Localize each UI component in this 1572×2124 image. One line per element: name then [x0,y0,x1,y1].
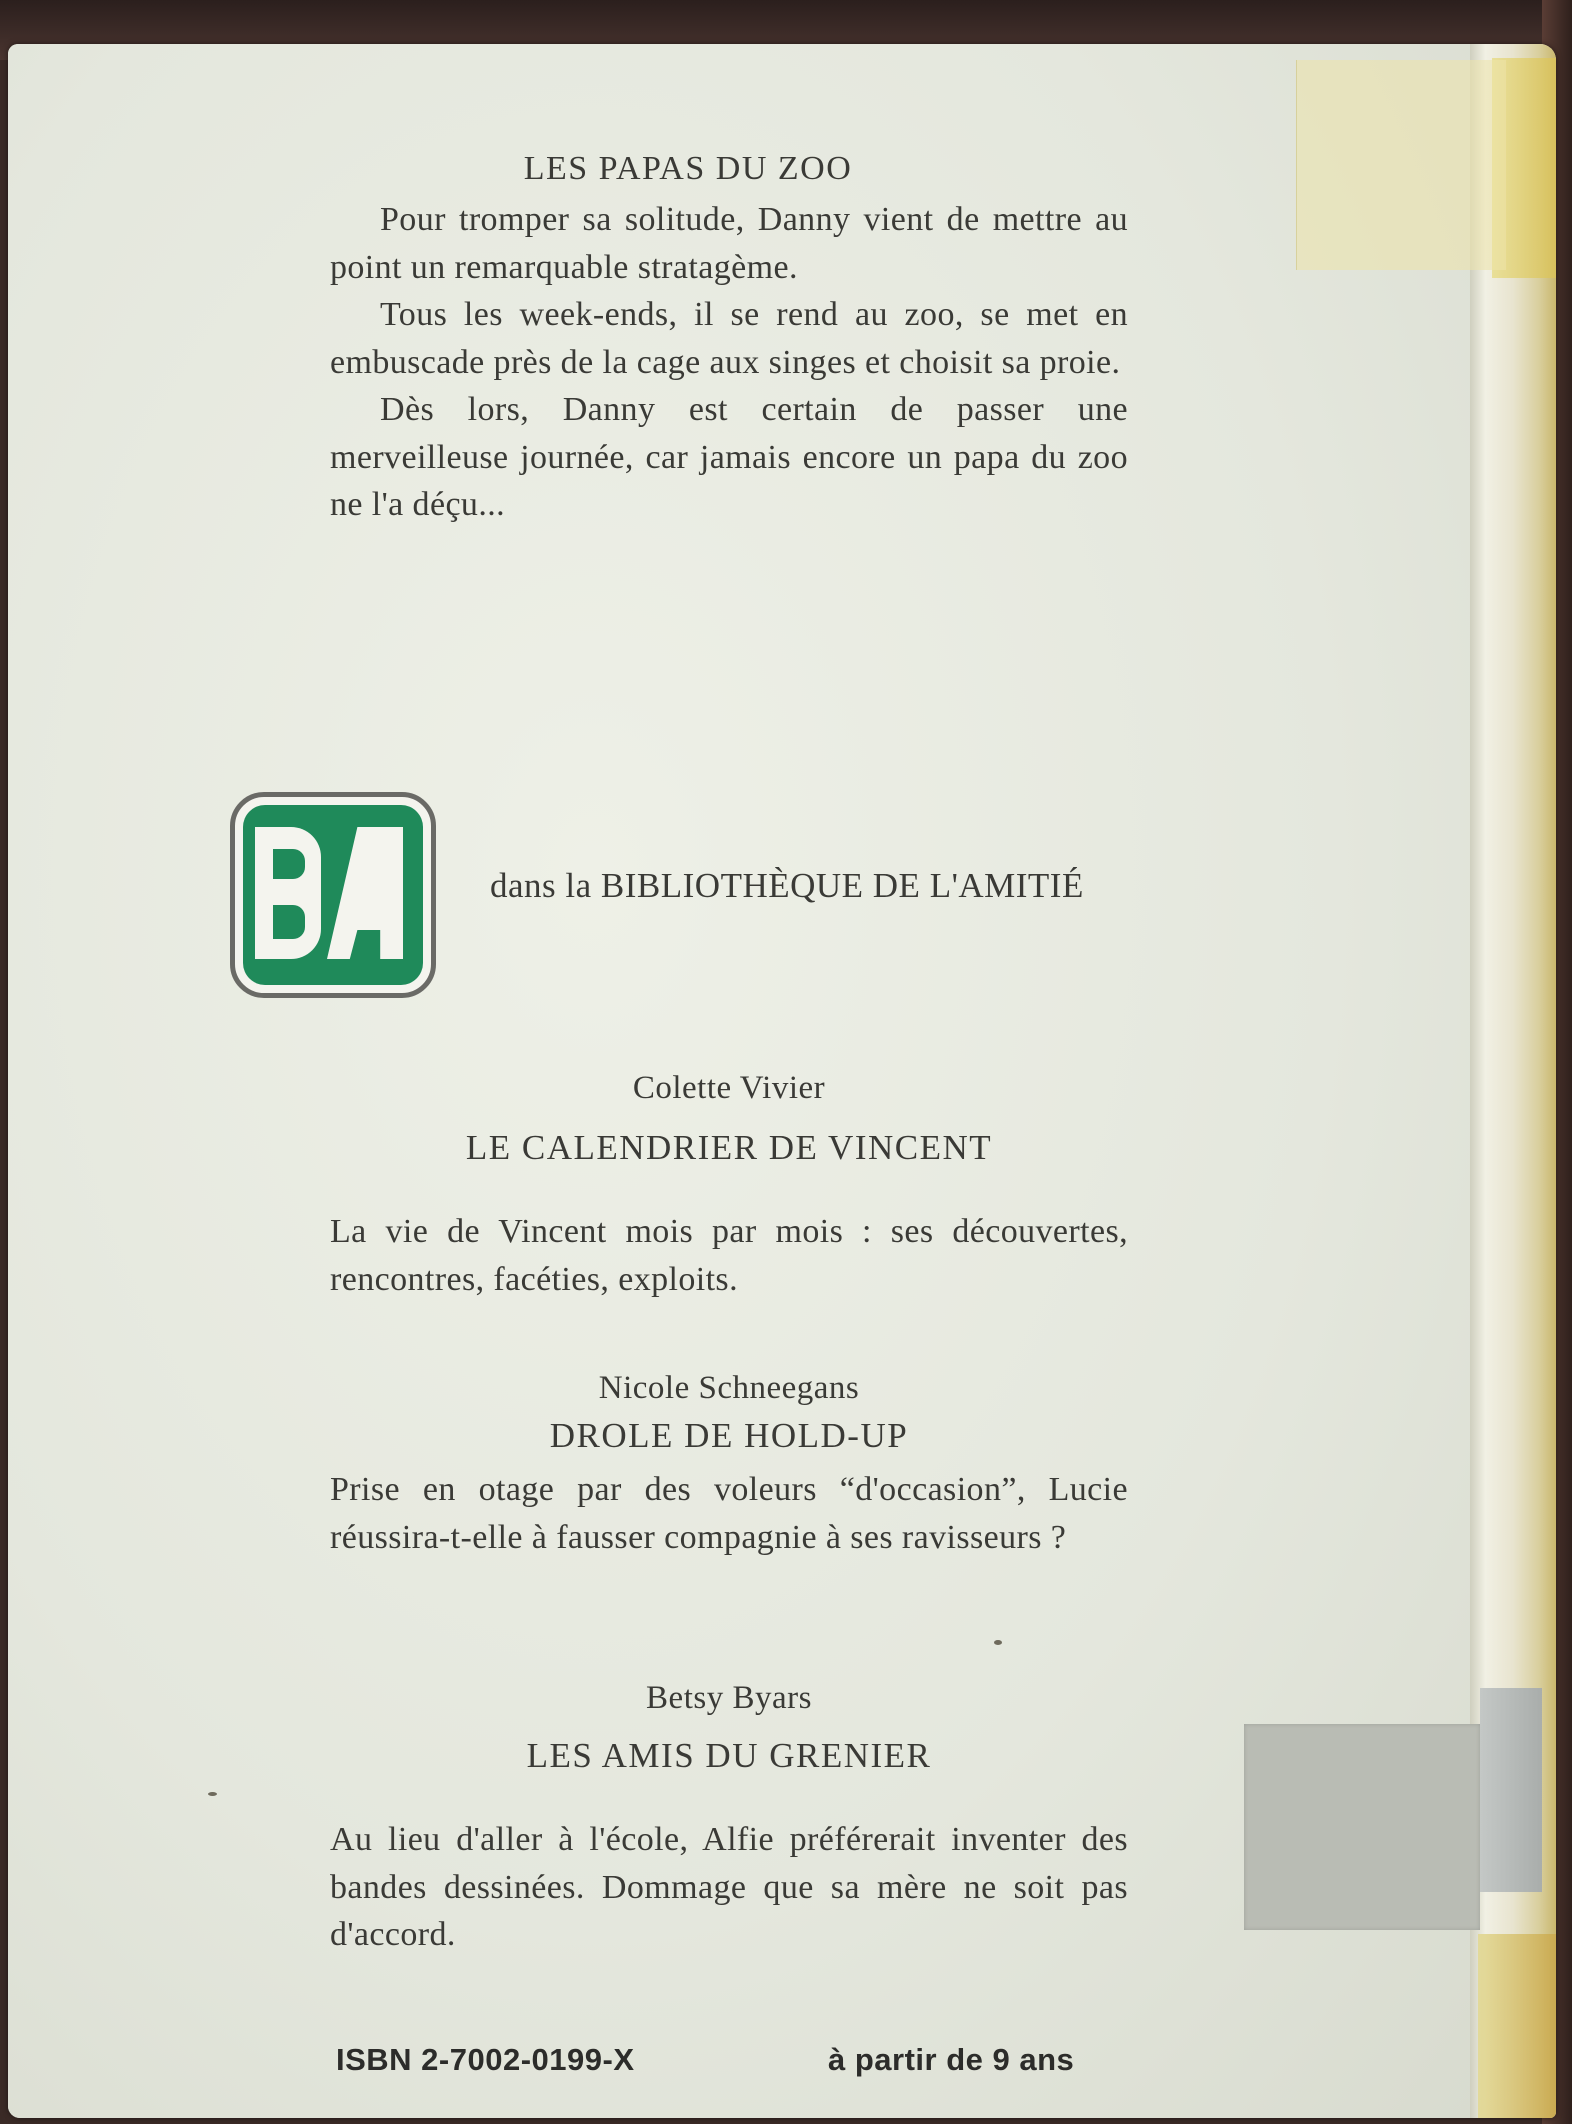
book-summary [330,196,1128,529]
related-book-title: DROLE DE HOLD-UP [549,1416,909,1455]
related-book-author: Colette Vivier [632,1070,826,1106]
isbn-number: ISBN 2-7002-0199-X [336,2042,635,2077]
logo-letter-a [327,827,403,959]
library-sticker [1244,1724,1480,1930]
related-book-description: La vie de Vincent mois par mois : ses découvertes, rencontres, facéties, exploits. [330,1213,1128,1298]
related-book-author: Betsy Byars [646,1680,812,1716]
spine-stain-bottom [1478,1934,1556,2118]
tape-residue [1296,60,1506,270]
related-book-description: Au lieu d'aller à l'école, Alfie préférerait inventer des bandes dessinées. Dommage que sa mère ne soit pas d'accord. [330,1821,1128,1953]
logo-letter-b [255,827,321,959]
age-recommendation: à partir de 9 ans [828,2042,1075,2077]
related-book-description: Prise en otage par des voleurs “d'occasion”, Lucie réussira-t-elle à fausser compagnie à ses ravisseurs ? [330,1471,1128,1556]
summary-paragraph: Dès lors, Danny est certain de passer une merveilleuse journée, car jamais encore un papa du zoo ne l'a déçu... [330,391,1128,523]
book-title: LES PAPAS DU ZOO [523,150,853,187]
paper-speck [994,1640,1002,1645]
book-back-cover [8,44,1556,2118]
paper-speck [208,1792,217,1796]
related-book-author: Nicole Schneegans [598,1370,860,1406]
collection-label: dans la BIBLIOTHÈQUE DE L'AMITIÉ [490,866,1084,905]
related-book-title: LE CALENDRIER DE VINCENT [465,1128,993,1167]
logo-background [243,805,423,985]
sticker-edge [1480,1688,1542,1892]
related-book-title: LES AMIS DU GRENIER [526,1736,932,1775]
ba-logo-icon [230,792,436,998]
summary-paragraph: Pour tromper sa solitude, Danny vient de mettre au point un remarquable stratagème. [330,201,1128,286]
summary-paragraph: Tous les week-ends, il se rend au zoo, se met en embuscade près de la cage aux singes et choisit sa proie. [330,296,1128,381]
